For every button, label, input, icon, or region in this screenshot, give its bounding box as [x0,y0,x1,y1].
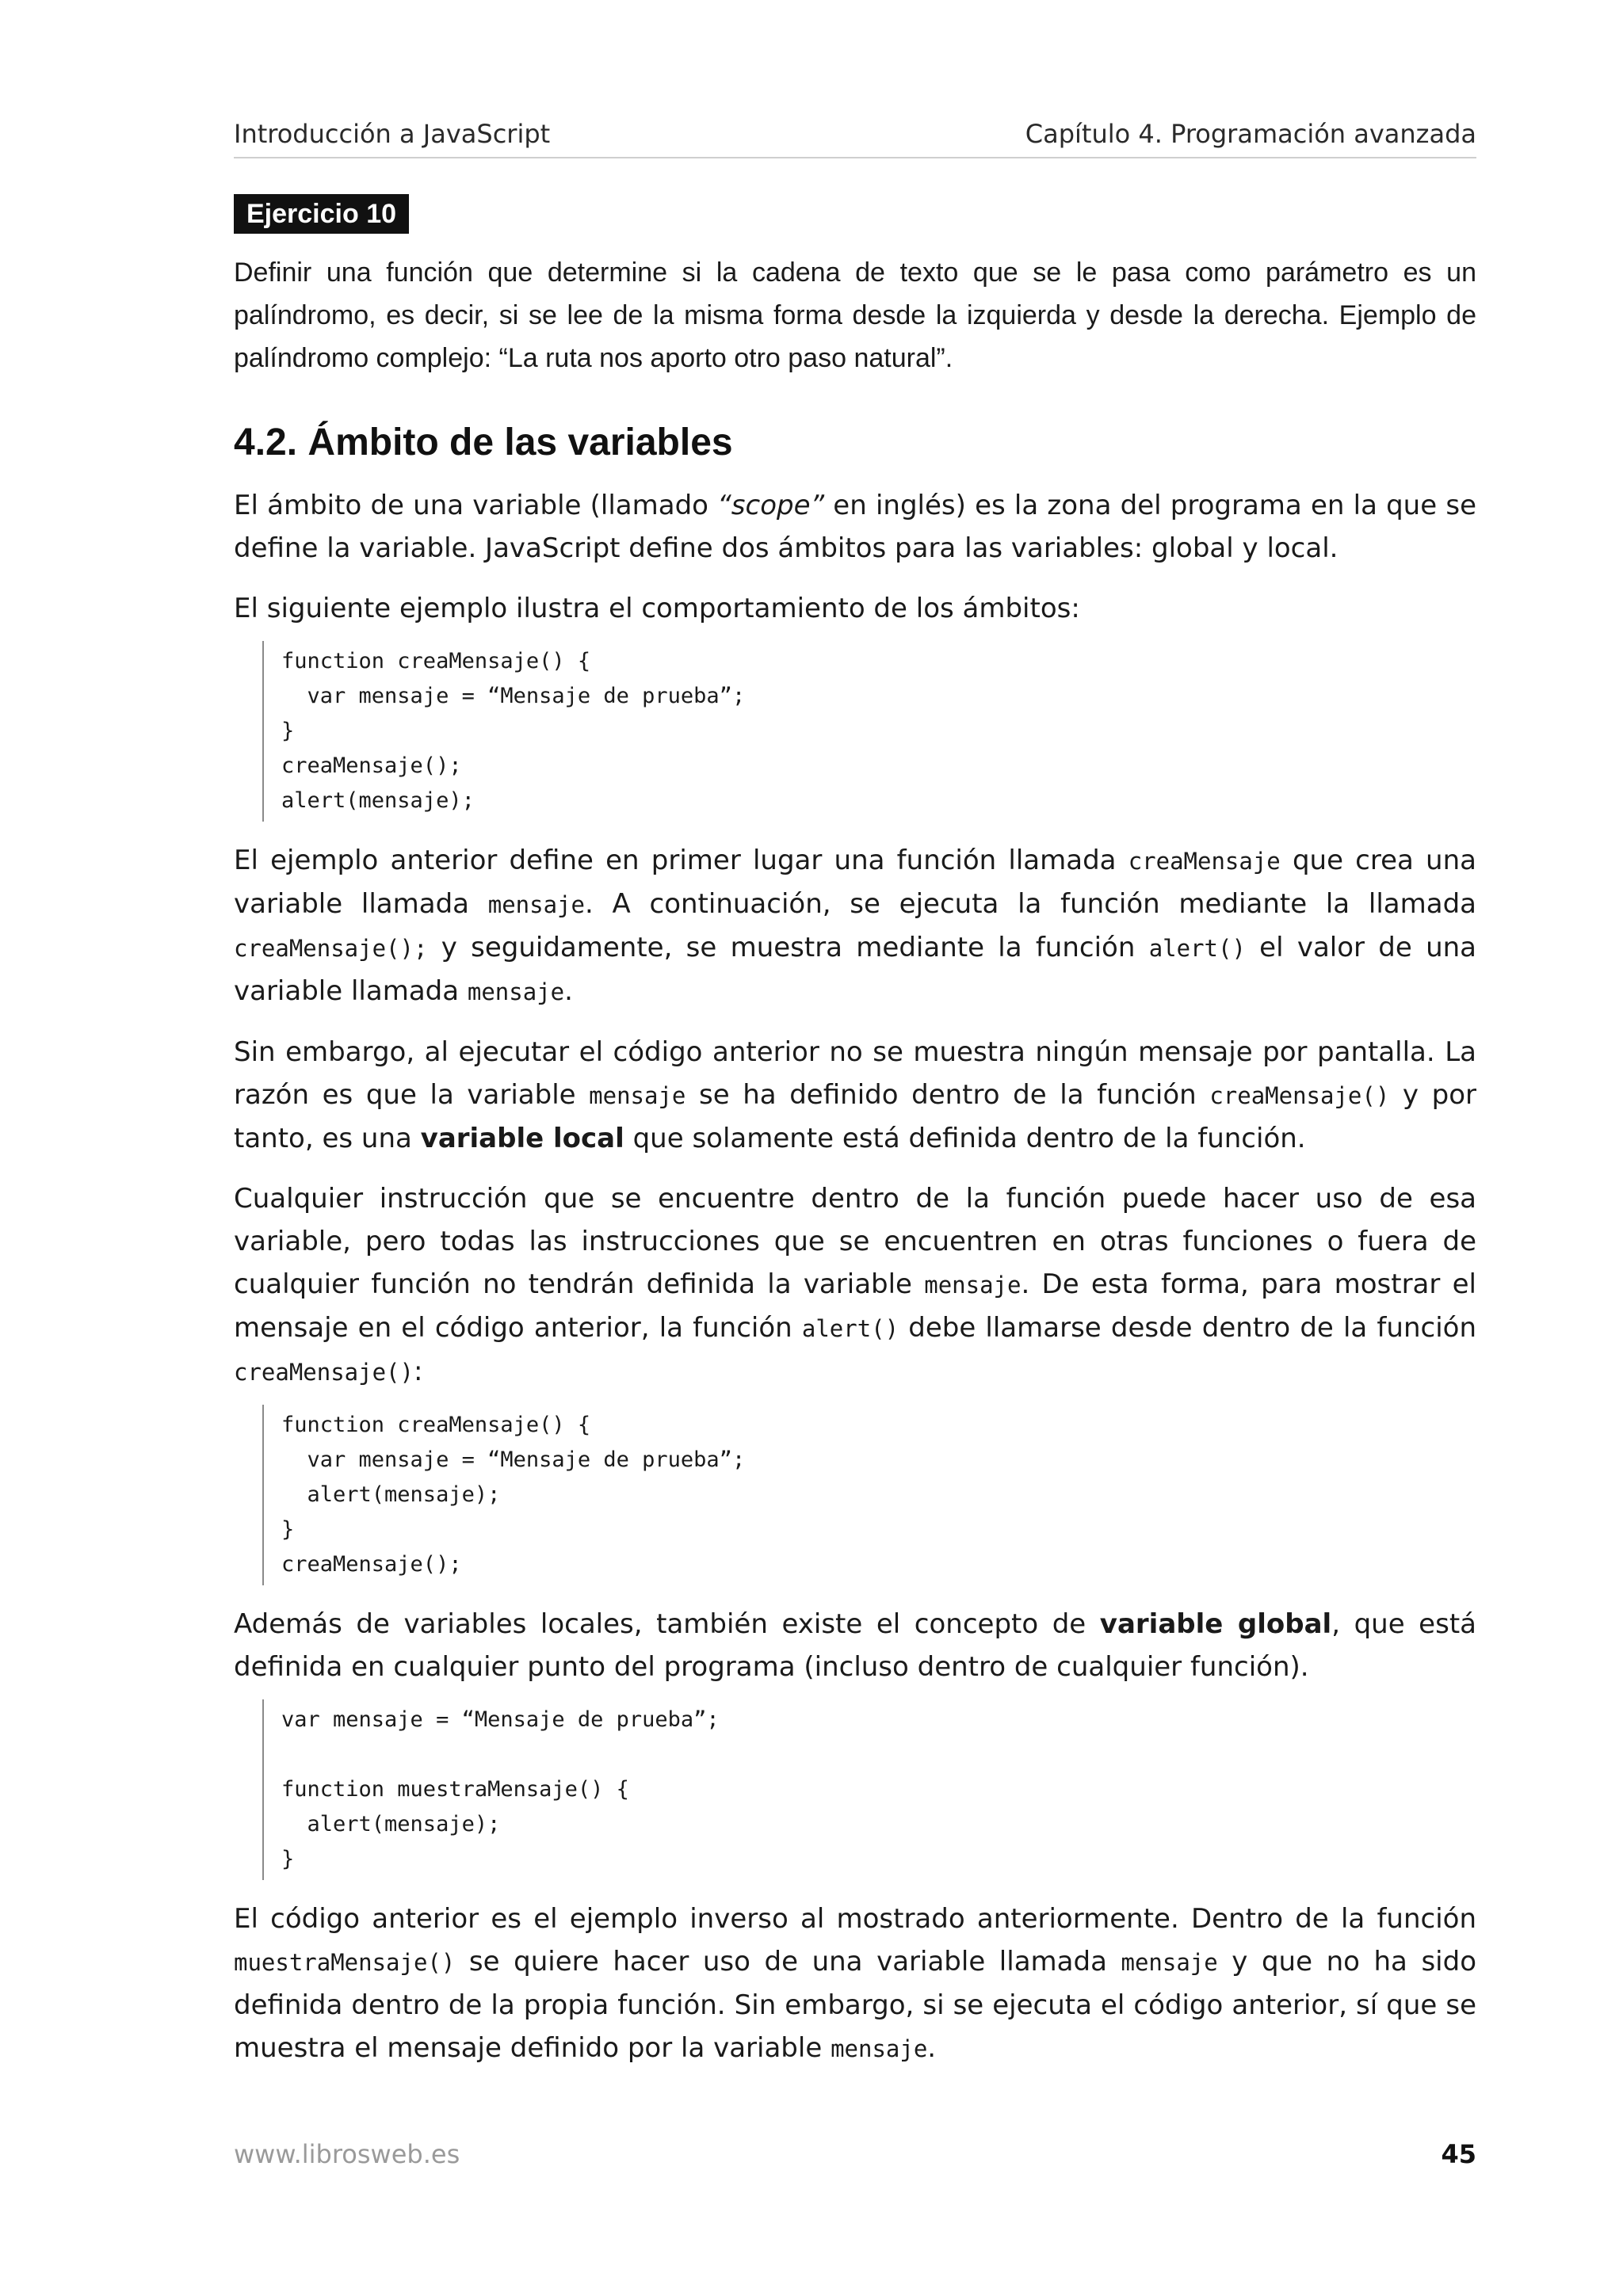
code-line: var mensaje = “Mensaje de prueba”; [281,1447,746,1472]
code-line: } [281,719,295,743]
inline-code: mensaje [467,978,565,1005]
header-chapter-title: Capítulo 4. Programación avanzada [1025,119,1476,149]
inline-code: creaMensaje() [234,1359,414,1386]
code-block-global-example [262,1699,1476,1880]
code-line: var mensaje = “Mensaje de prueba”; [281,684,746,708]
inline-code: muestraMensaje() [234,1949,456,1976]
header-book-title: Introducción a JavaScript [234,119,551,149]
text-run: El ámbito de una variable (llamado [234,490,718,521]
inline-code: alert() [1148,935,1246,962]
exercise-text: Definir una función que determine si la cadena de texto que se le pasa como parámetro es un palíndromo, es decir, si se lee de la misma forma desde la izquierda y desde la derecha. Ejemplo de palíndromo complejo: “La ruta nos aporto otro paso natural”. [234,257,1476,373]
text-run: y por tanto, es una [234,1079,1476,1154]
paragraph-scope-definition [234,484,1476,570]
code-block-local-example [262,641,1476,822]
code-line: creaMensaje(); [281,1552,462,1577]
code-line: function creaMensaje() { [281,1413,591,1437]
text-run: El código anterior es el ejemplo inverso al mostrado anteriormente. Dentro de la función [234,1903,1476,1935]
text-run: que solamente está definida dentro de la función. [624,1123,1306,1154]
code-line [281,1737,1476,1772]
text-run: el valor de una variable llamada [234,932,1477,1007]
code-line: function muestraMensaje() { [281,1777,629,1802]
text-run: , que está definida en cualquier punto del programa (incluso dentro de cualquier función). [234,1608,1476,1683]
text-run: Además de variables locales, también existe el concepto de [234,1608,1100,1640]
code-block-alert-inside [262,1405,1476,1585]
paragraph-global-variable [234,1603,1476,1688]
text-run: debe llamarse desde dentro de la función [899,1312,1476,1344]
inline-code: mensaje [831,2035,928,2062]
text-run: en inglés) es la zona del programa en la que se define la variable. JavaScript define dos ámbitos para las variables: global y local. [234,490,1476,564]
page-number: 45 [1441,2139,1476,2169]
paragraph-function-scope [234,1177,1476,1394]
text-run: y seguidamente, se muestra mediante la función [427,932,1149,963]
text-run: . [927,2032,937,2064]
exercise-block [234,194,1476,379]
inline-code: mensaje [589,1082,686,1109]
paragraph-example-explanation [234,839,1476,1013]
section-title: 4.2. Ámbito de las variables [234,421,733,463]
text-run: Cualquier instrucción que se encuentre dentro de la función puede hacer uso de esa variable, pero todas las instrucciones que se encuentren en otras funciones o fuera de cualquier función no tendrán definida la variable [234,1183,1476,1300]
code-line: alert(mensaje); [281,1812,501,1836]
code-line: var mensaje = “Mensaje de prueba”; [281,1707,720,1732]
text-run: que crea una variable llamada [234,845,1476,920]
page-content [234,194,1476,2070]
code-line: } [281,1847,295,1871]
italic-term: “scope” [717,490,825,521]
code-line: function creaMensaje() { [281,649,591,673]
inline-code: creaMensaje(); [234,935,428,962]
paragraph-inverse-example [234,1897,1476,2070]
inline-code: mensaje [924,1272,1022,1299]
code-line: } [281,1517,295,1542]
text-run: . A continuación, se ejecuta la función mediante la llamada [584,888,1476,920]
text-run: . [564,975,573,1007]
text-run: El ejemplo anterior define en primer lugar una función llamada [234,845,1128,876]
text-run: . De esta forma, para mostrar el mensaje en el código anterior, la función [234,1268,1476,1344]
running-footer [234,2139,1476,2169]
code-line: creaMensaje(); [281,753,462,778]
paragraph-local-variable [234,1031,1476,1160]
inline-code: mensaje [487,891,585,918]
text-run: : [413,1356,423,1387]
exercise-badge: Ejercicio 10 [234,194,409,234]
code-line: alert(mensaje); [281,1482,501,1507]
text-run: y que no ha sido definida dentro de la propia función. Sin embargo, si se ejecuta el código anterior, sí que se muestra el mensaje definido por la variable [234,1946,1476,2064]
inline-code: mensaje [1121,1949,1218,1976]
running-header [234,119,1476,158]
bold-term: variable global [1099,1608,1332,1640]
text-run: se ha definido dentro de la función [685,1079,1210,1111]
inline-code: creaMensaje [1128,848,1281,875]
paragraph-example-intro: El siguiente ejemplo ilustra el comportamiento de los ámbitos: [234,593,1080,624]
text-run: Sin embargo, al ejecutar el código anterior no se muestra ningún mensaje por pantalla. La razón es que la variable [234,1036,1476,1111]
inline-code: alert() [801,1315,899,1342]
text-run: se quiere hacer uso de una variable llamada [455,1946,1121,1978]
bold-term: variable local [420,1123,624,1154]
code-line: alert(mensaje); [281,788,475,813]
book-page [234,0,1476,2296]
footer-website: www.librosweb.es [234,2139,460,2169]
inline-code: creaMensaje() [1209,1082,1390,1109]
